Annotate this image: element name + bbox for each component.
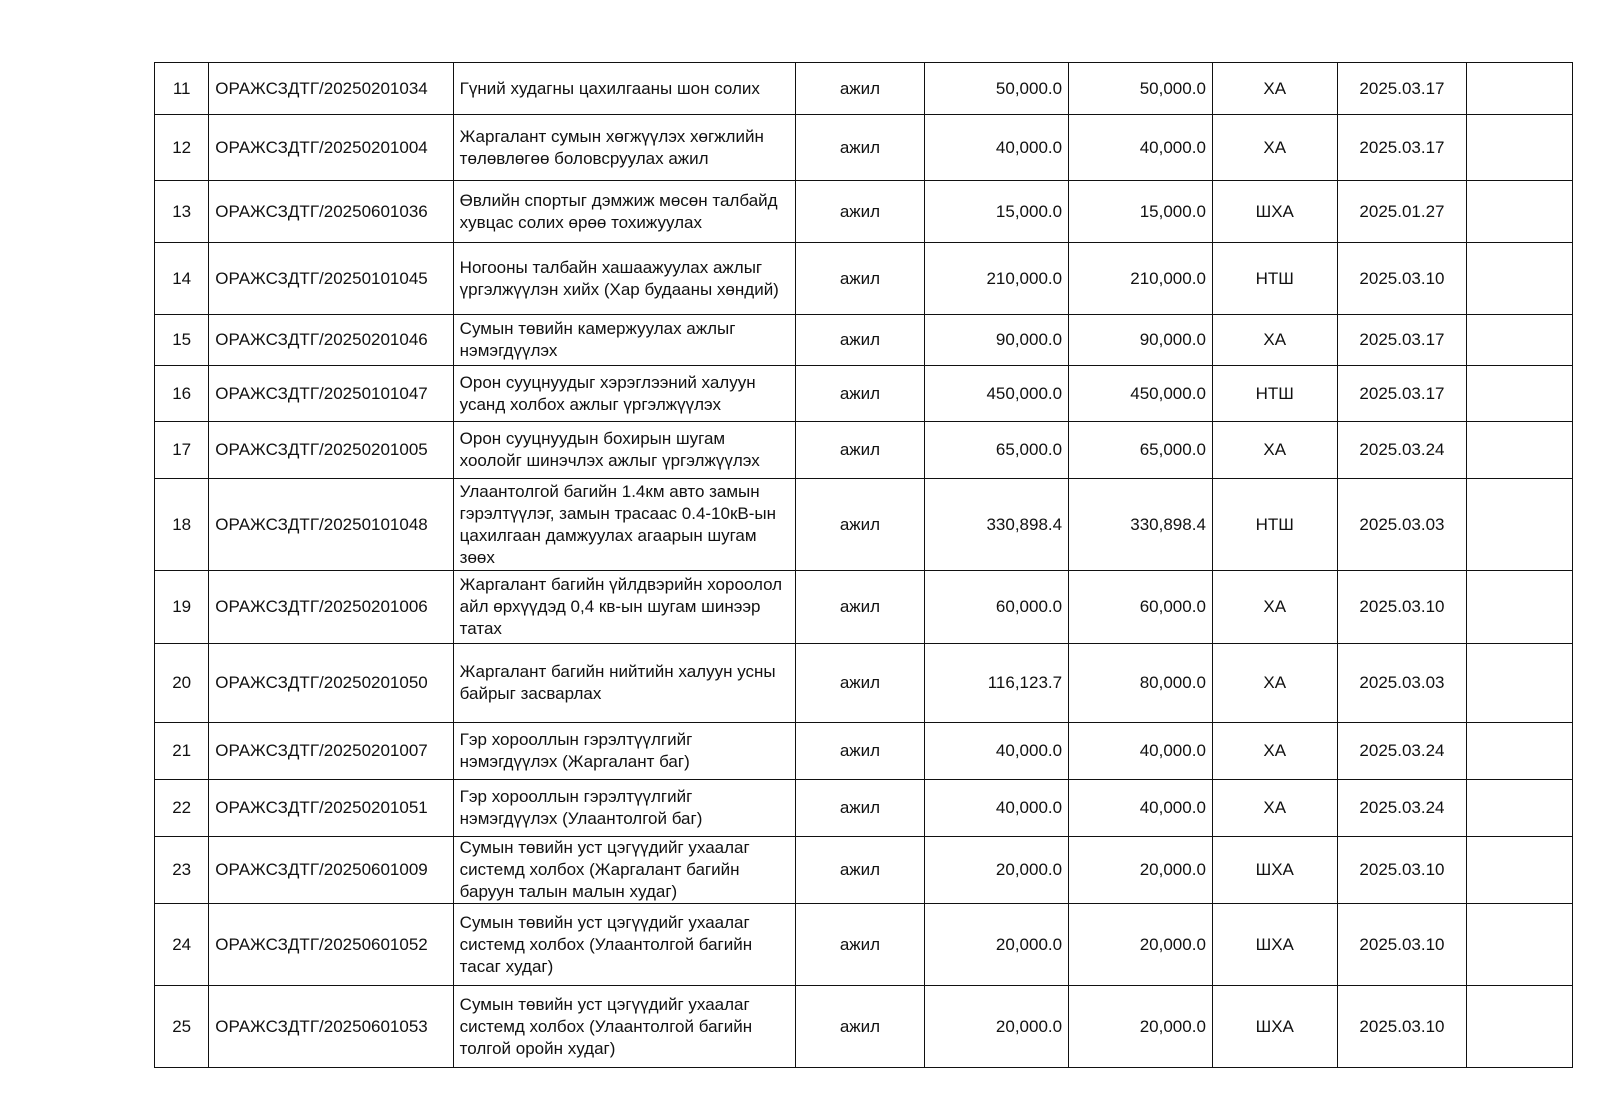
planned-amount: 50,000.0 bbox=[1069, 63, 1213, 115]
row-number: 14 bbox=[155, 243, 209, 315]
table-row bbox=[155, 780, 1573, 837]
procurement-type: ажил bbox=[795, 315, 925, 366]
row-number: 11 bbox=[155, 63, 209, 115]
procurement-type: ажил bbox=[795, 986, 925, 1068]
note-cell bbox=[1467, 837, 1573, 904]
procurement-type: ажил bbox=[795, 837, 925, 904]
announcement-date: 2025.03.17 bbox=[1337, 366, 1467, 422]
note-cell bbox=[1467, 115, 1573, 181]
announcement-date: 2025.01.27 bbox=[1337, 181, 1467, 243]
row-number: 17 bbox=[155, 422, 209, 479]
note-cell bbox=[1467, 315, 1573, 366]
procurement-code: ОРАЖСЗДТГ/20250101048 bbox=[209, 479, 453, 571]
table-row bbox=[155, 366, 1573, 422]
procurement-type: ажил bbox=[795, 422, 925, 479]
project-name: Ногооны талбайн хашаажуулах ажлыг үргэлжүүлэн хийх (Хар будааны хөндий) bbox=[453, 243, 795, 315]
project-name: Жаргалант сумын хөгжүүлэх хөгжлийн төлөвлөгөө боловсруулах ажил bbox=[453, 115, 795, 181]
row-number: 12 bbox=[155, 115, 209, 181]
announcement-date: 2025.03.24 bbox=[1337, 723, 1467, 780]
procurement-code: ОРАЖСЗДТГ/20250201004 bbox=[209, 115, 453, 181]
procurement-code: ОРАЖСЗДТГ/20250601053 bbox=[209, 986, 453, 1068]
row-number: 20 bbox=[155, 644, 209, 723]
funding-source: ХА bbox=[1212, 644, 1337, 723]
table-row bbox=[155, 571, 1573, 644]
table-row bbox=[155, 315, 1573, 366]
announcement-date: 2025.03.17 bbox=[1337, 63, 1467, 115]
table-row bbox=[155, 422, 1573, 479]
project-name: Улаантолгой багийн 1.4км авто замын гэрэлтүүлэг, замын трасаас 0.4-10кВ-ын цахилгаан дамжуулах агаарын шугам зөөх bbox=[453, 479, 795, 571]
note-cell bbox=[1467, 986, 1573, 1068]
procurement-type: ажил bbox=[795, 243, 925, 315]
note-cell bbox=[1467, 366, 1573, 422]
procurement-code: ОРАЖСЗДТГ/20250201050 bbox=[209, 644, 453, 723]
table-row bbox=[155, 904, 1573, 986]
project-name: Сумын төвийн уст цэгүүдийг ухаалаг системд холбох (Улаантолгой багийн толгой оройн худаг) bbox=[453, 986, 795, 1068]
estimated-amount: 50,000.0 bbox=[925, 63, 1069, 115]
procurement-type: ажил bbox=[795, 63, 925, 115]
planned-amount: 330,898.4 bbox=[1069, 479, 1213, 571]
planned-amount: 90,000.0 bbox=[1069, 315, 1213, 366]
planned-amount: 40,000.0 bbox=[1069, 723, 1213, 780]
project-name: Орон сууцнуудыг хэрэглээний халуун усанд холбох ажлыг үргэлжүүлэх bbox=[453, 366, 795, 422]
note-cell bbox=[1467, 63, 1573, 115]
estimated-amount: 90,000.0 bbox=[925, 315, 1069, 366]
project-name: Өвлийн спортыг дэмжиж мөсөн талбайд хувцас солих өрөө тохижуулах bbox=[453, 181, 795, 243]
table-body bbox=[155, 63, 1573, 1068]
procurement-type: ажил bbox=[795, 366, 925, 422]
table-row bbox=[155, 479, 1573, 571]
funding-source: ХА bbox=[1212, 780, 1337, 837]
table-row bbox=[155, 644, 1573, 723]
procurement-code: ОРАЖСЗДТГ/20250101045 bbox=[209, 243, 453, 315]
procurement-code: ОРАЖСЗДТГ/20250201005 bbox=[209, 422, 453, 479]
table-row bbox=[155, 63, 1573, 115]
procurement-code: ОРАЖСЗДТГ/20250201046 bbox=[209, 315, 453, 366]
row-number: 13 bbox=[155, 181, 209, 243]
procurement-code: ОРАЖСЗДТГ/20250601052 bbox=[209, 904, 453, 986]
note-cell bbox=[1467, 904, 1573, 986]
project-name: Гэр хорооллын гэрэлтүүлгийг нэмэгдүүлэх (Улаантолгой баг) bbox=[453, 780, 795, 837]
procurement-code: ОРАЖСЗДТГ/20250101047 bbox=[209, 366, 453, 422]
estimated-amount: 210,000.0 bbox=[925, 243, 1069, 315]
table-row bbox=[155, 181, 1573, 243]
announcement-date: 2025.03.10 bbox=[1337, 904, 1467, 986]
procurement-type: ажил bbox=[795, 115, 925, 181]
estimated-amount: 60,000.0 bbox=[925, 571, 1069, 644]
announcement-date: 2025.03.10 bbox=[1337, 986, 1467, 1068]
row-number: 15 bbox=[155, 315, 209, 366]
funding-source: НТШ bbox=[1212, 366, 1337, 422]
project-name: Сумын төвийн камержуулах ажлыг нэмэгдүүлэх bbox=[453, 315, 795, 366]
planned-amount: 40,000.0 bbox=[1069, 115, 1213, 181]
announcement-date: 2025.03.17 bbox=[1337, 315, 1467, 366]
planned-amount: 210,000.0 bbox=[1069, 243, 1213, 315]
funding-source: ХА bbox=[1212, 422, 1337, 479]
project-name: Орон сууцнуудын бохирын шугам хоолойг шинэчлэх ажлыг үргэлжүүлэх bbox=[453, 422, 795, 479]
announcement-date: 2025.03.10 bbox=[1337, 571, 1467, 644]
estimated-amount: 20,000.0 bbox=[925, 837, 1069, 904]
procurement-code: ОРАЖСЗДТГ/20250601009 bbox=[209, 837, 453, 904]
planned-amount: 80,000.0 bbox=[1069, 644, 1213, 723]
procurement-code: ОРАЖСЗДТГ/20250201034 bbox=[209, 63, 453, 115]
note-cell bbox=[1467, 644, 1573, 723]
procurement-type: ажил bbox=[795, 571, 925, 644]
funding-source: НТШ bbox=[1212, 243, 1337, 315]
procurement-type: ажил bbox=[795, 780, 925, 837]
announcement-date: 2025.03.03 bbox=[1337, 479, 1467, 571]
procurement-type: ажил bbox=[795, 181, 925, 243]
project-name: Сумын төвийн уст цэгүүдийг ухаалаг системд холбох (Жаргалант багийн баруун талын малын худаг) bbox=[453, 837, 795, 904]
announcement-date: 2025.03.10 bbox=[1337, 243, 1467, 315]
procurement-type: ажил bbox=[795, 904, 925, 986]
estimated-amount: 330,898.4 bbox=[925, 479, 1069, 571]
note-cell bbox=[1467, 422, 1573, 479]
project-name: Жаргалант багийн үйлдвэрийн хороолол айл өрхүүдэд 0,4 кв-ын шугам шинээр татах bbox=[453, 571, 795, 644]
table-row bbox=[155, 243, 1573, 315]
planned-amount: 20,000.0 bbox=[1069, 837, 1213, 904]
table-row bbox=[155, 723, 1573, 780]
estimated-amount: 15,000.0 bbox=[925, 181, 1069, 243]
funding-source: ХА bbox=[1212, 723, 1337, 780]
announcement-date: 2025.03.03 bbox=[1337, 644, 1467, 723]
estimated-amount: 116,123.7 bbox=[925, 644, 1069, 723]
procurement-table bbox=[154, 62, 1573, 1068]
planned-amount: 60,000.0 bbox=[1069, 571, 1213, 644]
planned-amount: 20,000.0 bbox=[1069, 904, 1213, 986]
announcement-date: 2025.03.24 bbox=[1337, 422, 1467, 479]
estimated-amount: 65,000.0 bbox=[925, 422, 1069, 479]
planned-amount: 450,000.0 bbox=[1069, 366, 1213, 422]
table-row bbox=[155, 115, 1573, 181]
funding-source: НТШ bbox=[1212, 479, 1337, 571]
announcement-date: 2025.03.24 bbox=[1337, 780, 1467, 837]
procurement-type: ажил bbox=[795, 723, 925, 780]
funding-source: ХА bbox=[1212, 63, 1337, 115]
planned-amount: 15,000.0 bbox=[1069, 181, 1213, 243]
note-cell bbox=[1467, 780, 1573, 837]
planned-amount: 65,000.0 bbox=[1069, 422, 1213, 479]
row-number: 25 bbox=[155, 986, 209, 1068]
funding-source: ХА bbox=[1212, 571, 1337, 644]
announcement-date: 2025.03.10 bbox=[1337, 837, 1467, 904]
note-cell bbox=[1467, 571, 1573, 644]
row-number: 21 bbox=[155, 723, 209, 780]
procurement-code: ОРАЖСЗДТГ/20250201006 bbox=[209, 571, 453, 644]
note-cell bbox=[1467, 243, 1573, 315]
procurement-code: ОРАЖСЗДТГ/20250201007 bbox=[209, 723, 453, 780]
note-cell bbox=[1467, 479, 1573, 571]
planned-amount: 20,000.0 bbox=[1069, 986, 1213, 1068]
row-number: 16 bbox=[155, 366, 209, 422]
estimated-amount: 40,000.0 bbox=[925, 723, 1069, 780]
procurement-code: ОРАЖСЗДТГ/20250601036 bbox=[209, 181, 453, 243]
funding-source: ШХА bbox=[1212, 904, 1337, 986]
estimated-amount: 40,000.0 bbox=[925, 780, 1069, 837]
announcement-date: 2025.03.17 bbox=[1337, 115, 1467, 181]
row-number: 24 bbox=[155, 904, 209, 986]
row-number: 18 bbox=[155, 479, 209, 571]
funding-source: ХА bbox=[1212, 115, 1337, 181]
row-number: 22 bbox=[155, 780, 209, 837]
funding-source: ШХА bbox=[1212, 181, 1337, 243]
row-number: 19 bbox=[155, 571, 209, 644]
project-name: Гэр хорооллын гэрэлтүүлгийг нэмэгдүүлэх (Жаргалант баг) bbox=[453, 723, 795, 780]
procurement-type: ажил bbox=[795, 644, 925, 723]
procurement-code: ОРАЖСЗДТГ/20250201051 bbox=[209, 780, 453, 837]
table-row bbox=[155, 837, 1573, 904]
table-row bbox=[155, 986, 1573, 1068]
procurement-type: ажил bbox=[795, 479, 925, 571]
planned-amount: 40,000.0 bbox=[1069, 780, 1213, 837]
row-number: 23 bbox=[155, 837, 209, 904]
note-cell bbox=[1467, 723, 1573, 780]
note-cell bbox=[1467, 181, 1573, 243]
funding-source: ШХА bbox=[1212, 837, 1337, 904]
estimated-amount: 40,000.0 bbox=[925, 115, 1069, 181]
project-name: Жаргалант багийн нийтийн халуун усны байрыг засварлах bbox=[453, 644, 795, 723]
estimated-amount: 20,000.0 bbox=[925, 986, 1069, 1068]
estimated-amount: 450,000.0 bbox=[925, 366, 1069, 422]
funding-source: ШХА bbox=[1212, 986, 1337, 1068]
project-name: Сумын төвийн уст цэгүүдийг ухаалаг системд холбох (Улаантолгой багийн тасаг худаг) bbox=[453, 904, 795, 986]
project-name: Гүний худагны цахилгааны шон солих bbox=[453, 63, 795, 115]
funding-source: ХА bbox=[1212, 315, 1337, 366]
estimated-amount: 20,000.0 bbox=[925, 904, 1069, 986]
